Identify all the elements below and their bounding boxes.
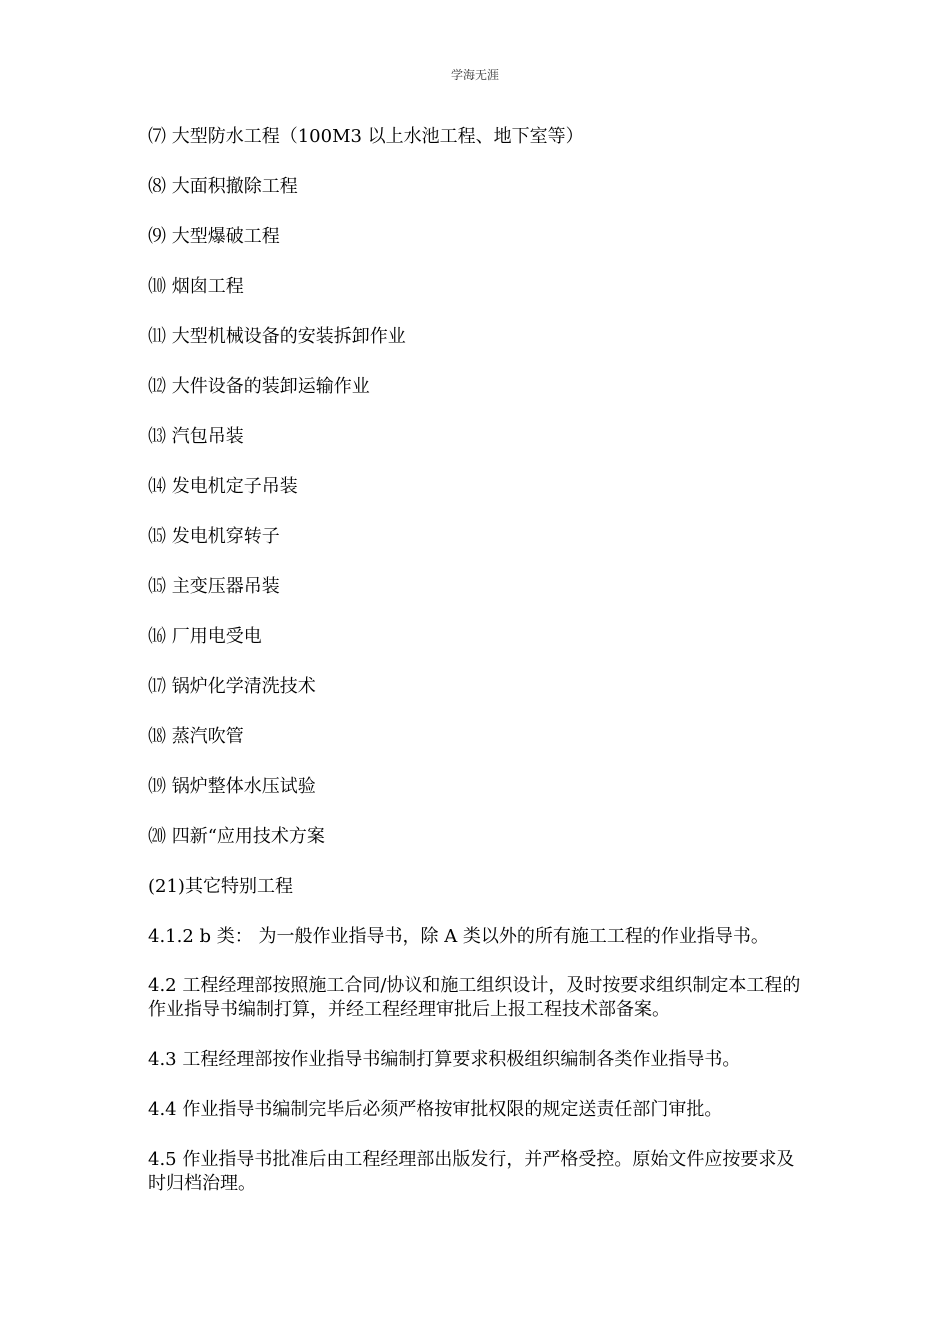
section-4-1-2: 4.1.2 b 类： 为一般作业指导书，除 A 类以外的所有施工工程的作业指导书。 [148, 926, 769, 947]
page-header: 学海无涯 [450, 68, 499, 82]
section-4-3: 4.3 工程经理部按作业指导书编制打算要求积极组织编制各类作业指导书。 [148, 1049, 741, 1070]
list-item-13: ⒀ 汽包吊装 [148, 426, 244, 447]
list-item-15b: ⒂ 主变压器吊装 [148, 576, 280, 597]
list-item-9: ⑼ 大型爆破工程 [148, 226, 280, 247]
list-item-14: ⒁ 发电机定子吊装 [148, 476, 298, 497]
section-4-4: 4.4 作业指导书编制完毕后必须严格按审批权限的规定送责任部门审批。 [148, 1099, 723, 1120]
list-item-19: ⒆ 锅炉整体水压试验 [148, 776, 316, 797]
section-4-2: 4.2 工程经理部按照施工合同/协议和施工组织设计，及时按要求组织制定本工程的作业指导书编制打算，并经工程经理审批后上报工程技术部备案。 [148, 975, 801, 1020]
list-item-18: ⒅ 蒸汽吹管 [148, 726, 244, 747]
section-4-5: 4.5 作业指导书批准后由工程经理部出版发行，并严格受控。原始文件应按要求及时归档治理。 [148, 1149, 795, 1194]
list-item-10: ⑽ 烟囱工程 [148, 276, 244, 297]
list-item-20: ⒇ 四新“应用技术方案 [148, 826, 325, 847]
list-item-15a: ⒂ 发电机穿转子 [148, 526, 280, 547]
list-item-21: (21)其它特别工程 [148, 876, 293, 897]
list-item-12: ⑿ 大件设备的装卸运输作业 [148, 376, 370, 397]
document-body [148, 124, 802, 1222]
list-item-11: ⑾ 大型机械设备的安装拆卸作业 [148, 326, 406, 347]
list-item-16: ⒃ 厂用电受电 [148, 626, 262, 647]
list-item-7: ⑺ 大型防水工程（100M3 以上水池工程、地下室等） [148, 126, 584, 147]
list-item-17: ⒄ 锅炉化学清洗技术 [148, 676, 316, 697]
list-item-8: ⑻ 大面积撤除工程 [148, 176, 298, 197]
